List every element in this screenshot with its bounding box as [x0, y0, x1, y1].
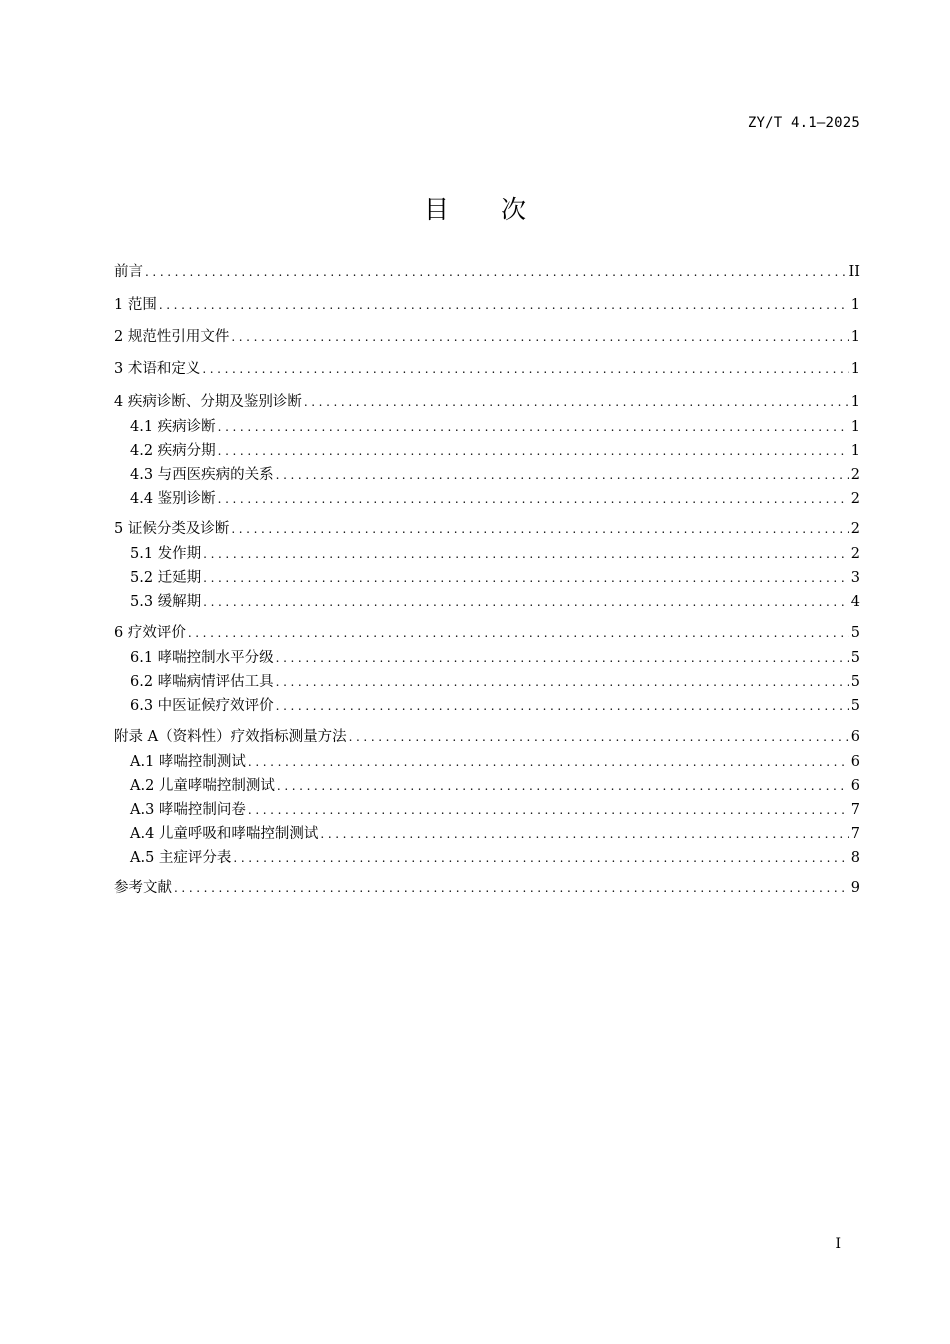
toc-entry-page: 4: [850, 594, 860, 610]
toc-entry-page: 1: [850, 443, 860, 459]
toc-entry-label: 5.3 缓解期: [130, 594, 202, 610]
toc-entry-page: 2: [850, 546, 860, 562]
toc-entry[interactable]: [114, 260, 860, 284]
toc-entry-page: 1: [850, 297, 860, 313]
toc-dot-leader: [202, 357, 848, 381]
toc-entry[interactable]: [130, 487, 860, 511]
toc-dot-leader: [231, 517, 848, 541]
toc-entry-label: 参考文献: [114, 880, 172, 896]
toc-dot-leader: [233, 846, 848, 870]
toc-entry[interactable]: [114, 293, 860, 317]
toc-entry-label: 4.4 鉴别诊断: [130, 491, 216, 507]
toc-entry-label: 6.2 哮喘病情评估工具: [130, 674, 274, 690]
toc-entry[interactable]: [114, 876, 860, 900]
toc-entry[interactable]: [114, 621, 860, 645]
toc-entry-label: 4.2 疾病分期: [130, 443, 216, 459]
toc-entry[interactable]: [130, 798, 860, 822]
toc-entry-page: 5: [850, 650, 860, 666]
toc-entry-page: 1: [850, 419, 860, 435]
toc-entry-label: 附录 A（资料性）疗效指标测量方法: [114, 729, 347, 745]
toc-entry-page: 2: [850, 521, 860, 537]
toc-entry[interactable]: [130, 566, 860, 590]
toc-dot-leader: [276, 646, 849, 670]
toc-entry-label: A.5 主症评分表: [130, 850, 232, 866]
toc-entry-label: 5 证候分类及诊断: [114, 521, 230, 537]
toc-entry[interactable]: [130, 694, 860, 718]
toc-entry[interactable]: [130, 774, 860, 798]
toc-entry-label: 2 规范性引用文件: [114, 329, 230, 345]
toc-entry-label: A.4 儿童呼吸和哮喘控制测试: [130, 826, 319, 842]
toc-entry-label: 4 疾病诊断、分期及鉴别诊断: [114, 394, 302, 410]
toc-entry[interactable]: [130, 822, 860, 846]
toc-entry-page: 6: [850, 754, 860, 770]
title-char-2: 次: [501, 195, 527, 224]
toc-dot-leader: [276, 670, 849, 694]
toc-dot-leader: [145, 260, 847, 284]
toc-dot-leader: [304, 390, 849, 414]
toc-entry-label: 6.1 哮喘控制水平分级: [130, 650, 274, 666]
toc-entry-page: 2: [850, 491, 860, 507]
toc-dot-leader: [349, 725, 849, 749]
toc-entry-page: 6: [850, 729, 860, 745]
toc-entry[interactable]: [130, 646, 860, 670]
toc-entry-label: 前言: [114, 264, 143, 280]
toc-entry[interactable]: [130, 439, 860, 463]
toc-entry[interactable]: [130, 542, 860, 566]
toc-entry[interactable]: [130, 670, 860, 694]
toc-dot-leader: [276, 463, 849, 487]
toc-entry-label: 5.2 迁延期: [130, 570, 202, 586]
title-char-1: 目: [423, 195, 449, 224]
toc-entry[interactable]: [130, 415, 860, 439]
toc-dot-leader: [277, 774, 849, 798]
toc-entry-page: 3: [850, 570, 860, 586]
toc-dot-leader: [203, 590, 849, 614]
toc-entry[interactable]: [114, 357, 860, 381]
toc-entry[interactable]: [114, 390, 860, 414]
toc-entry-page: 1: [850, 394, 860, 410]
toc-entry[interactable]: [130, 846, 860, 870]
toc-entry-page: 1: [850, 361, 860, 377]
toc-entry-label: 4.1 疾病诊断: [130, 419, 216, 435]
toc-entry-label: 5.1 发作期: [130, 546, 202, 562]
toc-entry[interactable]: [114, 517, 860, 541]
toc-entry-label: 6 疗效评价: [114, 625, 186, 641]
toc-entry-page: 7: [850, 826, 860, 842]
page-number: I: [835, 1236, 841, 1252]
toc-dot-leader: [248, 798, 849, 822]
toc-dot-leader: [159, 293, 849, 317]
toc-dot-leader: [203, 542, 849, 566]
toc-dot-leader: [218, 415, 849, 439]
toc-entry-label: A.3 哮喘控制问卷: [130, 802, 246, 818]
toc-dot-leader: [218, 487, 849, 511]
toc-dot-leader: [218, 439, 849, 463]
toc-entry-label: 6.3 中医证候疗效评价: [130, 698, 274, 714]
toc-dot-leader: [188, 621, 849, 645]
toc-entry[interactable]: [114, 725, 860, 749]
toc-entry-label: 3 术语和定义: [114, 361, 201, 377]
toc-entry-page: 8: [850, 850, 860, 866]
toc-dot-leader: [320, 822, 848, 846]
toc-entry-page: 5: [850, 698, 860, 714]
page-title: [0, 190, 950, 226]
toc-dot-leader: [231, 325, 848, 349]
toc-entry-page: 9: [850, 880, 860, 896]
toc-entry-page: II: [848, 264, 860, 280]
toc-dot-leader: [276, 694, 849, 718]
toc-dot-leader: [248, 750, 849, 774]
toc-entry[interactable]: [130, 590, 860, 614]
toc-entry-page: 5: [850, 674, 860, 690]
toc-entry-label: 1 范围: [114, 297, 157, 313]
toc-entry-page: 6: [850, 778, 860, 794]
toc-entry-label: 4.3 与西医疾病的关系: [130, 467, 274, 483]
toc-entry-page: 7: [850, 802, 860, 818]
toc-entry-page: 5: [850, 625, 860, 641]
toc-entry-label: A.2 儿童哮喘控制测试: [130, 778, 275, 794]
toc-dot-leader: [203, 566, 849, 590]
standard-code: ZY/T 4.1—2025: [747, 115, 860, 131]
toc-entry[interactable]: [114, 325, 860, 349]
toc-entry-page: 2: [850, 467, 860, 483]
toc-dot-leader: [174, 876, 849, 900]
toc-entry-page: 1: [850, 329, 860, 345]
toc-entry[interactable]: [130, 750, 860, 774]
toc-entry-label: A.1 哮喘控制测试: [130, 754, 246, 770]
toc-entry[interactable]: [130, 463, 860, 487]
